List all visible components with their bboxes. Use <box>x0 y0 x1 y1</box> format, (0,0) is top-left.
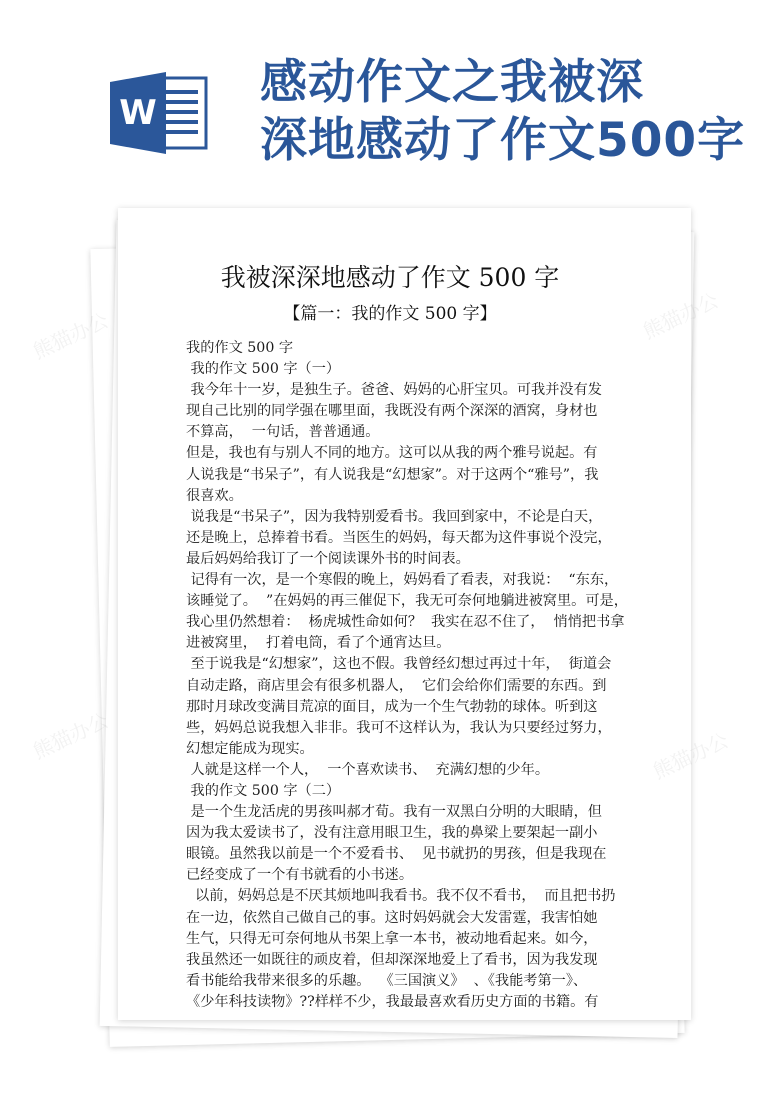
headline-line-2: 深地感动了作文500字 <box>260 113 746 168</box>
body-line: 我心里仍然想着： 杨虎城性命如何？ 我实在忍不住了， 悄悄把书拿 <box>186 614 625 631</box>
body-line: 我的作文 500 字 <box>186 340 294 356</box>
body-line: 说我是“书呆子”，因为我特别爱看书。我回到家中，不论是白天， <box>186 508 603 525</box>
headline-line-1: 感动作文之我被深 <box>260 55 644 110</box>
body-line: 眼镜。虽然我以前是一个不爱看书、 见书就扔的男孩，但是我现在 <box>186 846 607 863</box>
document-body <box>186 338 632 1013</box>
body-line: 该睡觉了。 ”在妈妈的再三催促下，我无可奈何地躺进被窝里。可是， <box>186 593 628 610</box>
body-line: 以前，妈妈总是不厌其烦地叫我看书。我不仅不看书， 而且把书扔 <box>186 888 616 905</box>
body-line: 进被窝里， 打着电筒，看了个通宵达旦。 <box>186 635 451 652</box>
body-line: 我今年十一岁，是独生子。爸爸、妈妈的心肝宝贝。可我并没有发 <box>186 382 602 399</box>
body-line: 自动走路，商店里会有很多机器人， 它们会给你们需要的东西。到 <box>186 677 607 694</box>
document-subtitle: 【篇一：我的作文 500 字】 <box>283 304 497 324</box>
watermark: 熊猫办公 <box>29 708 112 764</box>
body-line: 《少年科技读物》??样样不少，我最最喜欢看历史方面的书籍。有 <box>186 993 599 1010</box>
body-line: 至于说我是“幻想家”，这也不假。我曾经幻想过再过十年， 街道会 <box>186 656 612 673</box>
body-line: 现自己比别的同学强在哪里面，我既没有两个深深的酒窝，身材也 <box>186 403 598 420</box>
body-line: 是一个生龙活虎的男孩叫郝才荀。我有一双黑白分明的大眼睛，但 <box>186 804 602 821</box>
document-title: 我被深深地感动了作文 500 字 <box>220 263 560 292</box>
body-line: 幻想定能成为现实。 <box>186 740 314 757</box>
body-line: 我的作文 500 字（一） <box>186 361 341 378</box>
body-line: 生气，只得无可奈何地从书架上拿一本书，被动地看起来。如今， <box>186 930 598 947</box>
body-line: 那时月球改变满目荒凉的面目，成为一个生气勃勃的球体。听到这 <box>186 698 598 715</box>
body-line: 因为我太爱读书了，没有注意用眼卫生，我的鼻梁上要架起一副小 <box>186 825 598 842</box>
word-document-icon <box>108 72 208 154</box>
body-line: 在一边，依然自己做自己的事。这时妈妈就会大发雷霆，我害怕她 <box>186 909 598 926</box>
body-line: 最后妈妈给我订了一个阅读课外书的时间表。 <box>186 550 470 567</box>
watermark: 熊猫办公 <box>29 308 112 364</box>
body-line: 但是，我也有与别人不同的地方。这可以从我的两个雅号说起。有 <box>186 445 598 462</box>
page-headline <box>260 54 770 170</box>
body-line: 看书能给我带来很多的乐趣。 《三国演义》 、《我能考第一》、 <box>186 972 588 989</box>
body-line: 已经变成了一个有书就看的小书迷。 <box>186 867 414 884</box>
body-line: 我的作文 500 字（二） <box>186 782 341 799</box>
body-line: 些，妈妈总说我想入非非。我可不这样认为，我认为只要经过努力， <box>186 719 612 736</box>
body-line: 很喜欢。 <box>186 487 243 504</box>
body-line: 人就是这样一个人， 一个喜欢读书、 充满幻想的少年。 <box>186 761 550 778</box>
body-line: 我虽然还一如既往的顽皮着，但却深深地爱上了看书，因为我发现 <box>186 951 598 968</box>
body-line: 还是晚上，总捧着书看。当医生的妈妈，每天都为这件事说个没完， <box>186 529 612 546</box>
body-line: 人说我是“书呆子”，有人说我是“幻想家”。对于这两个“雅号”，我 <box>186 466 599 483</box>
body-line: 记得有一次，是一个寒假的晚上，妈妈看了看表，对我说： “东东， <box>186 572 619 589</box>
word-icon-letter: W <box>119 93 157 133</box>
body-line: 不算高， 一句话，普普通通。 <box>186 424 380 441</box>
